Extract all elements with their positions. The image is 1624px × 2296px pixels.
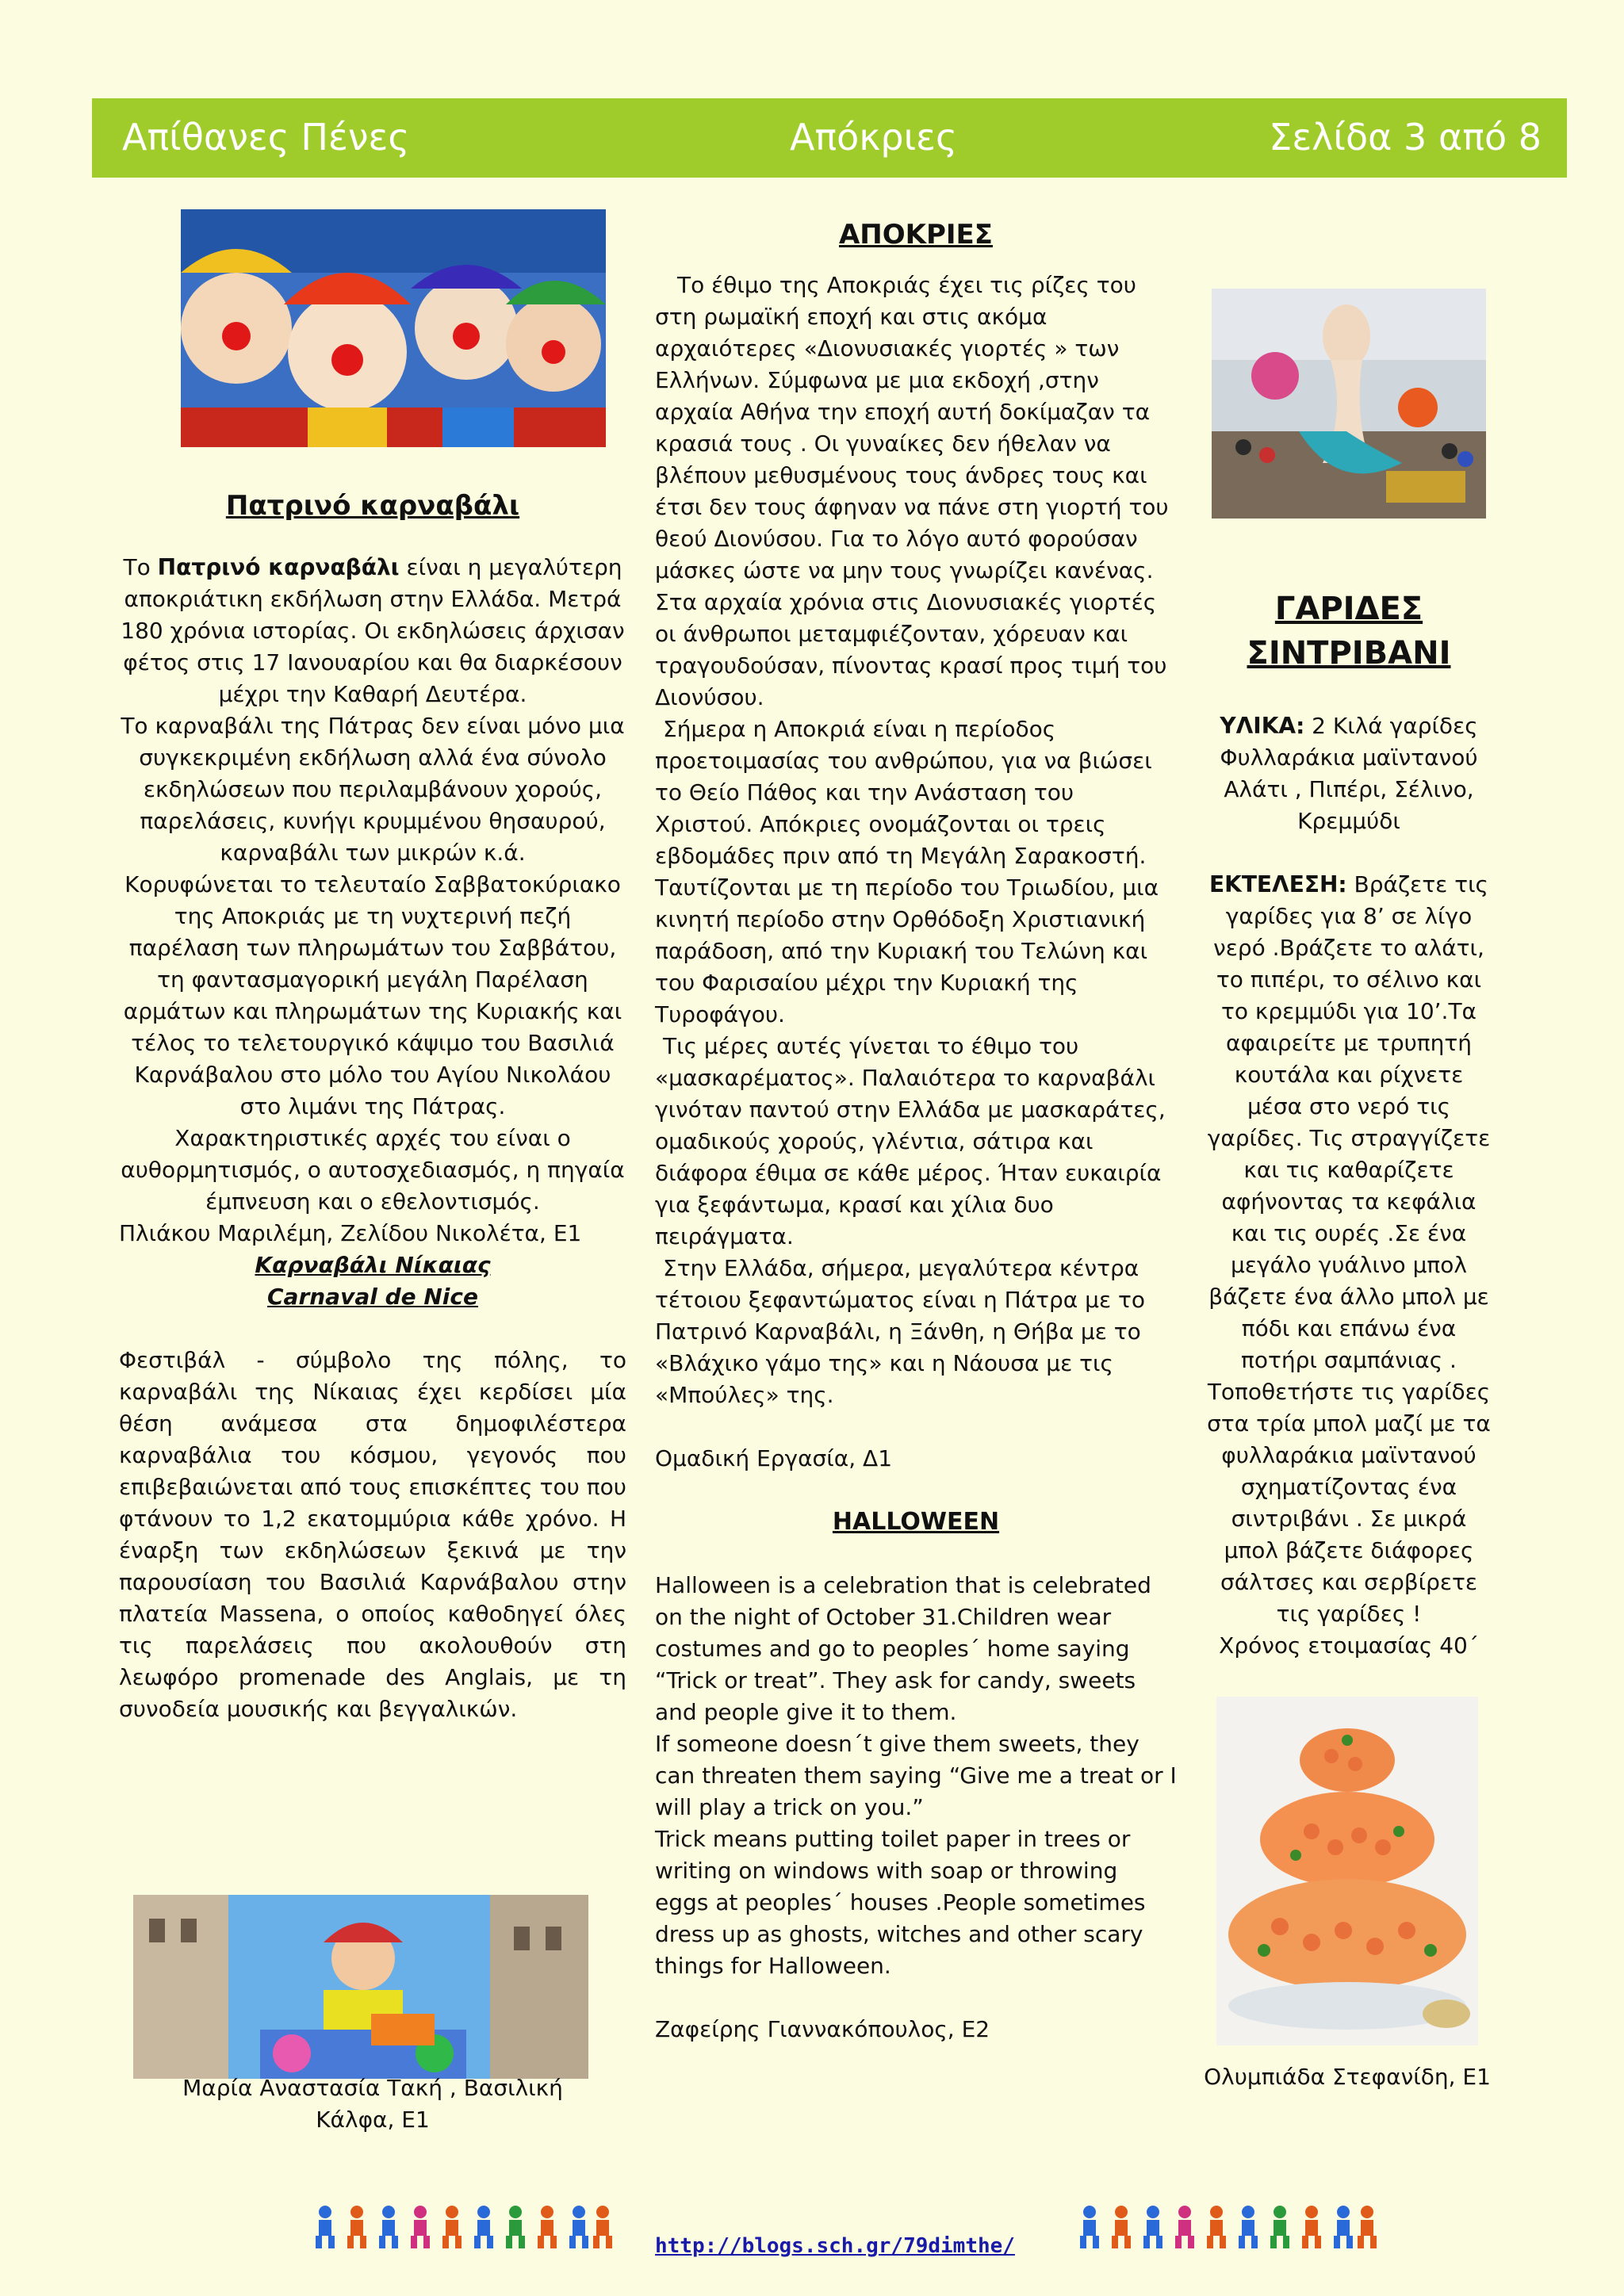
ingredients-text: 2 Κιλά γαρίδες Φυλλαράκια μαϊντανού Αλάτι , Πιπέρι, Σέλινο, Κρεμμύδι	[1220, 713, 1478, 834]
apokries-authors: Ομαδική Εργασία, Δ1	[655, 1445, 893, 1471]
children-decoration-left-icon	[311, 2204, 620, 2252]
nice-authors: Μαρία Αναστασία Τακή , Βασιλική Κάλφα, Ε1	[182, 2075, 563, 2133]
section-title: Απόκριες	[790, 116, 958, 159]
apokries-paragraph-1: Το έθιμο της Αποκριάς έχει τις ρίζες του στη ρωμαϊκή εποχή και στις ακόμα αρχαιότερες «Διονυσιακές γιορτές » των Ελλήνων. Σύμφωνα με μια εκδοχή ,στην αρχαία Αθήνα την εποχή αυτή δοκίμαζαν τα κρασιά τους . Οι γυναίκες δεν ήθελαν να βλέπουν μεθυσμένους τους άνδρες τους και έτσι δεν τους άφηναν να πάνε στη γιορτή του θεού Διονύσου. Για το λόγο αυτό φορούσαν μάσκες ώστε να μην τους γνωρίζει κανένας. Στα αρχαία χρόνια στις Διονυσιακές γιορτές οι άνθρωποι μεταμφιέζονταν, χόρευαν και τραγουδούσαν, πίνοντας κρασί προς τιμή του Διονύσου.	[655, 272, 1169, 710]
newspaper-title: Απίθανες Πένες	[122, 116, 410, 159]
apokries-title: ΑΠΟΚΡΙΕΣ	[838, 219, 994, 251]
mermaid-float-photo	[1212, 289, 1486, 519]
patras-intro-post: είναι η μεγαλύτερη αποκριάτικη εκδήλωση στην Ελλάδα. Μετρά 180 χρόνια ιστορίας. Οι εκδηλώσεις άρχισαν φέτος στις 17 Ιανουαρίου και θα διαρκέσουν μέχρι την Καθαρή Δευτέρα.	[121, 554, 625, 707]
halloween-paragraph-1: Halloween is a celebration that is celebrated on the night of October 31.Children wear costumes and go to peoples´ home saying “Trick or treat”. They ask for candy, sweets and people give it to them.	[655, 1572, 1151, 1725]
recipe-title-line-1: ΓΑΡΙΔΕΣ	[1274, 591, 1423, 627]
nice-carnival-photo	[133, 1895, 588, 2079]
nice-text: Φεστιβάλ - σύμβολο της πόλης, το καρναβάλι της Νίκαιας έχει κερδίσει μία θέση ανάμεσα στα δημοφιλέστερα καρναβάλια του κόσμου, γεγονός που επιβεβαιώνεται από τους επισκέπτες του που φτάνουν το 1,2 εκατομμύρια κάθε χρόνο. Η έναρξη των εκδηλώσεων ξεκινά με την παρουσίαση του Βασιλιά Καρνάβαλου στην πλατεία Massena, ο οποίος καθοδηγεί όλες τις παρελάσεις που ακολουθούν στη λεωφόρο promenade des Anglais, με τη συνοδεία μουσικής και βεγγαλικών.	[119, 1347, 626, 1722]
prep-time: Χρόνος ετοιμασίας 40΄	[1219, 1632, 1479, 1659]
left-column	[119, 490, 626, 1725]
patras-intro-bold: Πατρινό καρναβάλι	[157, 554, 400, 580]
recipe-author: Ολυμπιάδα Στεφανίδη, Ε1	[1204, 2064, 1491, 2090]
nice-title-french: Carnaval de Nice	[267, 1284, 478, 1310]
patras-paragraph-2: Το καρναβάλι της Πάτρας δεν είναι μόνο μια συγκεκριμένη εκδήλωση αλλά ένα σύνολο εκδηλώσεων που περιλαμβάνουν χορούς, παρελάσεις, κυνήγι κρυμμένου θησαυρού, καρναβάλι των μικρών κ.ά.	[121, 713, 625, 866]
recipe-title-line-2: ΣΙΝΤΡΙΒΑΝΙ	[1247, 635, 1451, 672]
page-header	[92, 98, 1567, 178]
ingredients	[1204, 710, 1494, 837]
method	[1204, 869, 1494, 1630]
apokries-paragraph-3: Τις μέρες αυτές γίνεται το έθιμο του «μασκαρέματος». Παλαιότερα το καρναβάλι γινόταν παντού στην Ελλάδα με μασκαράτες, ομαδικούς χορούς, γλέντια, σάτιρα και διάφορα έθιμα σε κάθε μέρος. Ήταν ευκαιρία για ξεφάντωμα, κρασί και χίλια δυο πειράγματα.	[655, 1033, 1166, 1249]
patras-intro-pre: Το	[123, 554, 158, 580]
halloween-paragraph-3: Trick means putting toilet paper in trees or writing on windows with soap or throwing eggs at peoples´ houses .People sometimes dress up as ghosts, witches and other scary things for Halloween.	[655, 1826, 1146, 1979]
nice-title-greek: Καρναβάλι Νίκαιας	[255, 1252, 491, 1278]
right-column	[1204, 587, 1494, 1662]
page-number: Σελίδα 3 από 8	[1269, 116, 1542, 159]
children-decoration-right-icon	[1075, 2204, 1385, 2252]
halloween-paragraph-2: If someone doesn´t give them sweets, they can threaten them saying “Give me a treat or I will play a trick on you.”	[655, 1731, 1177, 1820]
patras-intro	[119, 552, 626, 710]
clowns-photo	[181, 209, 606, 447]
patras-paragraph-3: Κορυφώνεται το τελευταίο Σαββατοκύριακο της Αποκριάς με τη νυχτερινή πεζή παρέλαση των πληρωμάτων του Σαββάτου, τη φαντασμαγορική μεγάλη Παρέλαση αρμάτων και πληρωμάτων της Κυριακής και τέλος το τελετουργικό κάψιμο του Βασιλιά Καρνάβαλου στο μόλο του Αγίου Νικολάου στο λιμάνι της Πάτρας.	[123, 871, 622, 1119]
patras-title: Πατρινό καρναβάλι	[225, 490, 520, 522]
patras-authors: Πλιάκου Μαριλέμη, Ζελίδου Νικολέτα, Ε1	[119, 1220, 582, 1246]
apokries-paragraph-4: Στην Ελλάδα, σήμερα, μεγαλύτερα κέντρα τέτοιου ξεφαντώματος είναι η Πάτρα με το Πατρινό Καρναβάλι, η Ξάνθη, η Θήβα με το «Βλάχικο γάμο της» και η Νάουσα με τις «Μπούλες» της.	[655, 1255, 1145, 1408]
middle-column	[655, 219, 1177, 2045]
shrimp-fountain-photo	[1216, 1697, 1478, 2045]
apokries-paragraph-2: Σήμερα η Αποκριά είναι η περίοδος προετοιμασίας του ανθρώπου, για να βιώσει το Θείο Πάθος και την Ανάσταση του Χριστού. Απόκριες ονομάζονται οι τρεις εβδομάδες πριν από τη Μεγάλη Σαρακοστή. Ταυτίζονται με τη περίοδο του Τριωδίου, μια κινητή περίοδο στην Ορθόδοξη Χριστιανική παράδοση, από την Κυριακή του Τελώνη και του Φαρισαίου μέχρι την Κυριακή της Τυροφάγου.	[655, 716, 1159, 1027]
method-text: Βράζετε τις γαρίδες για 8’ σε λίγο νερό .Βράζετε το αλάτι, το πιπέρι, το σέλινο και το κρεμμύδι για 10’.Τα αφαιρείτε με τρυπητή κουτάλα και ρίχνετε μέσα στο νερό τις γαρίδες. Τις στραγγίζετε και τις καθαρίζετε αφήνοντας τα κεφάλια και τις ουρές .Σε ένα μεγάλο γυάλινο μπολ βάζετε ένα άλλο μπολ με πόδι και επάνω ένα ποτήρι σαμπάνιας . Τοποθετήστε τις γαρίδες στα τρία μπολ μαζί με τα φυλλαράκια μαϊντανού σχηματίζοντας ένα σιντριβάνι . Σε μικρά μπολ βάζετε διάφορες σάλτσες και σερβίρετε τις γαρίδες !	[1207, 871, 1491, 1627]
blog-link[interactable]: http://blogs.sch.gr/79dimthe/	[655, 2234, 1015, 2258]
method-label: ΕΚΤΕΛΕΣΗ:	[1209, 871, 1347, 897]
ingredients-label: ΥΛΙΚΑ:	[1220, 713, 1305, 739]
patras-paragraph-4: Χαρακτηριστικές αρχές του είναι ο αυθορμητισμός, ο αυτοσχεδιασμός, η πηγαία έμπνευση και ο εθελοντισμός.	[121, 1125, 625, 1215]
halloween-title: HALLOWEEN	[832, 1508, 1000, 1536]
halloween-authors: Ζαφείρης Γιαννακόπουλος, Ε2	[655, 2016, 990, 2042]
